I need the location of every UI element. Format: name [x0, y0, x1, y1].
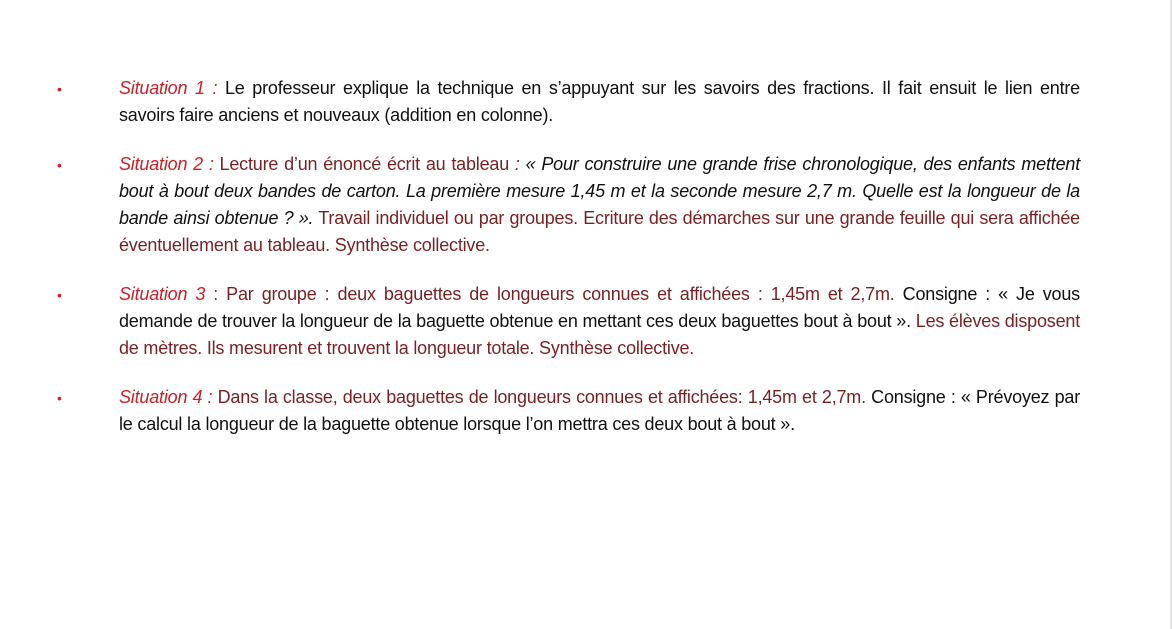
- situation-4-intro: Dans la classe, deux baguettes de longueurs connues et affichées: 1,45m et 2,7m.: [212, 387, 866, 407]
- list-item-situation-3: [0, 281, 1172, 362]
- situations-list: [0, 75, 1172, 460]
- situation-3-consigne: Consigne : « Je vous demande de trouver la longueur de la baguette obtenue en mettant ces deux baguettes bout à bout ».: [119, 284, 1080, 331]
- situation-3-label: Situation 3: [119, 284, 206, 304]
- situation-1-paragraph: [119, 75, 1080, 129]
- situation-2-paragraph: [119, 151, 1080, 259]
- situation-2-intro: Lecture d’un énoncé écrit au tableau: [213, 154, 510, 174]
- bullet: •: [57, 287, 62, 303]
- situation-2-rest: Travail individuel ou par groupes. Ecriture des démarches sur une grande feuille qui sera affichée éventuellement au tableau. Synthèse collective.: [119, 208, 1080, 255]
- list-item-situation-2: [0, 151, 1172, 259]
- situation-2-quote: « Pour construire une grande frise chronologique, des enfants mettent bout à bout deux bandes de carton. La première mesure 1,45 m et la seconde mesure 2,7 m. Quelle est la longueur de la bande ainsi obtenue ? ».: [119, 154, 1080, 228]
- situation-2-label: Situation 2 :: [119, 154, 214, 174]
- situation-3-paragraph: [119, 281, 1080, 362]
- situation-1-label: Situation 1 :: [119, 78, 218, 98]
- list-item-situation-4: [0, 384, 1172, 438]
- bullet: •: [57, 157, 62, 173]
- bullet: •: [57, 81, 62, 97]
- situation-2-colon: :: [509, 154, 520, 174]
- list-item-situation-1: [0, 75, 1172, 129]
- situation-4-paragraph: [119, 384, 1080, 438]
- bullet: •: [57, 390, 62, 406]
- situation-4-label: Situation 4 :: [119, 387, 213, 407]
- situation-4-consigne: Consigne : « Prévoyez par le calcul la longueur de la baguette obtenue lorsque l’on mettra ces deux bout à bout ».: [119, 387, 1081, 434]
- situation-3-intro: : Par groupe : deux baguettes de longueurs connues et affichées : 1,45m et 2,7m.: [205, 284, 895, 304]
- situation-1-text: Le professeur explique la technique en s’appuyant sur les savoirs des fractions. Il fait ensuit le lien entre savoirs faire anciens et nouveaux (addition en colonne).: [119, 78, 1080, 125]
- situation-3-rest: Les élèves disposent de mètres. Ils mesurent et trouvent la longueur totale. Synthèse collective.: [119, 311, 1080, 358]
